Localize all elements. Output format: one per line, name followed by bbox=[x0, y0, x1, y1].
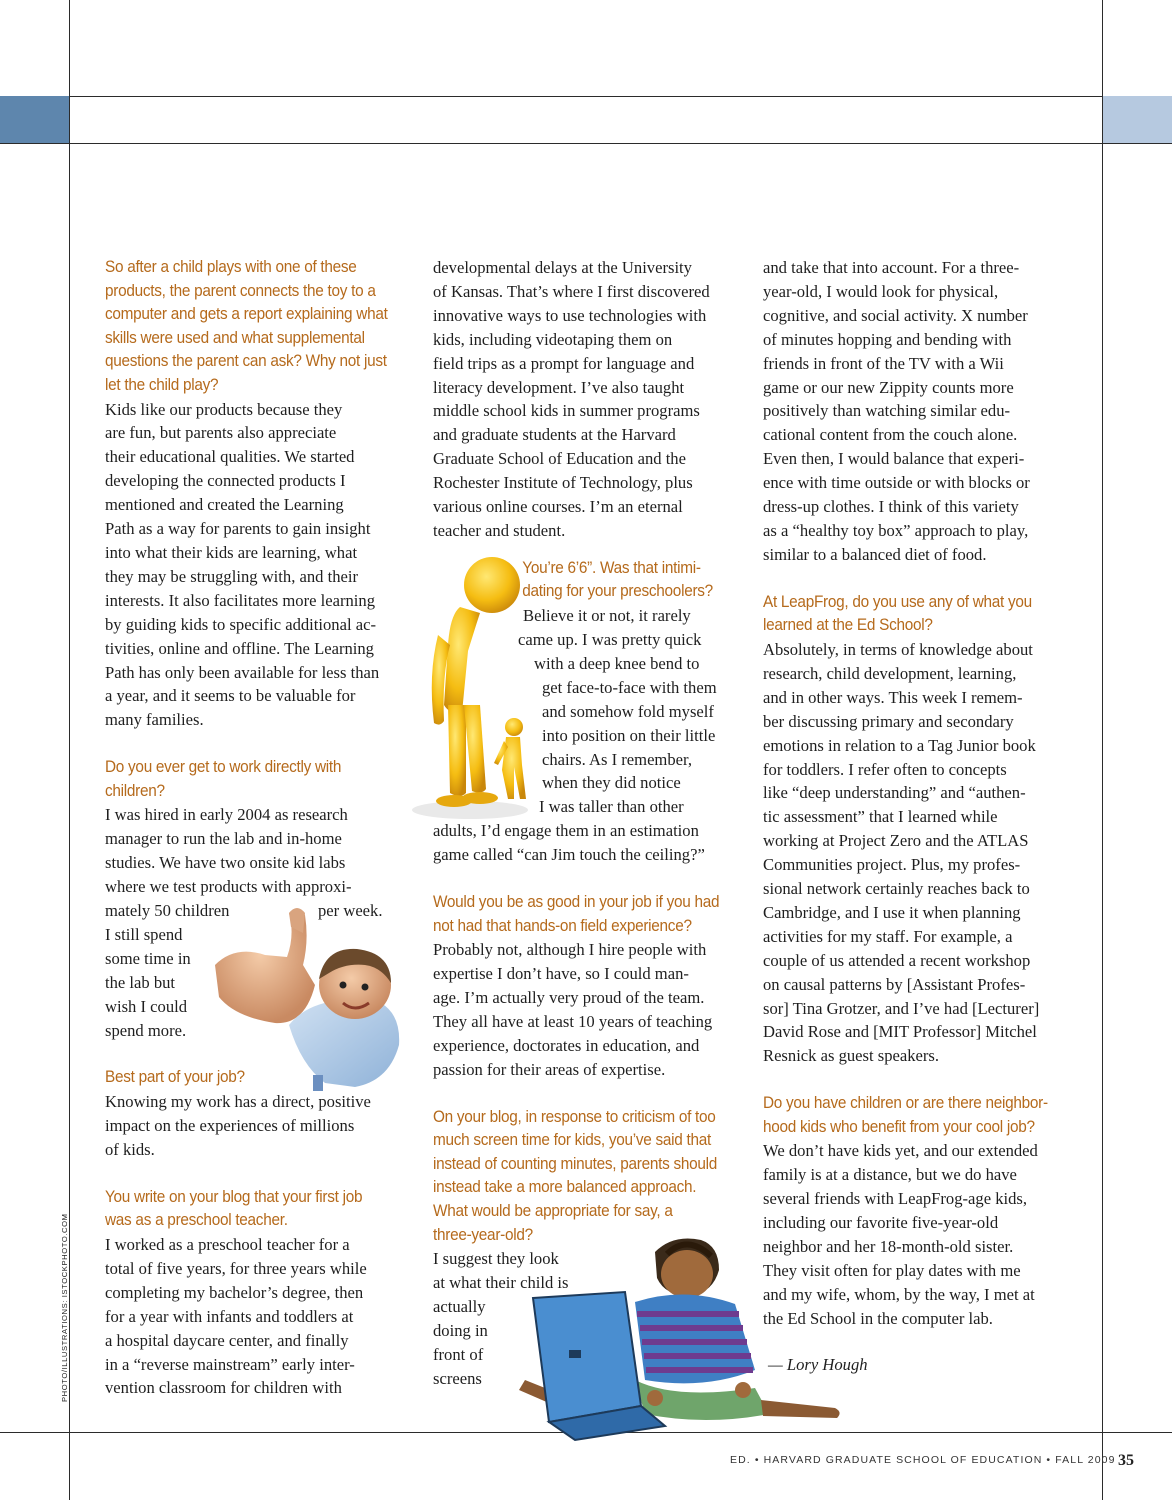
text-line: So after a child plays with one of these bbox=[105, 258, 357, 276]
text-line: expertise I don’t have, so I could man- bbox=[433, 964, 689, 984]
text-line: Do you have children or are there neighbor- bbox=[763, 1094, 1048, 1113]
text-line: chairs. As I remember, bbox=[542, 749, 693, 769]
text-line: tic assessment” that I learned while bbox=[763, 807, 998, 827]
answer-field-experience bbox=[433, 938, 748, 1081]
text-line: much screen time for kids, you’ve said that bbox=[433, 1131, 711, 1150]
tall-figure-illustration bbox=[410, 555, 530, 820]
answer-leapfrog bbox=[763, 638, 1073, 1068]
text-line: instead of counting minutes, parents should bbox=[433, 1154, 718, 1173]
text-line: Probably not, although I hire people with bbox=[433, 940, 707, 960]
question-children bbox=[763, 1092, 1074, 1139]
text-line: game called “can Jim touch the ceiling?” bbox=[433, 845, 705, 865]
text-line: dress-up clothes. I think of this variety bbox=[763, 497, 1019, 517]
text-line: literacy development. I’ve also taught bbox=[433, 377, 685, 397]
answer-2 bbox=[105, 803, 415, 899]
text-line: came up. I was pretty quick bbox=[518, 629, 702, 649]
text-line: including our favorite five-year-old bbox=[763, 1213, 999, 1233]
thumbs-up-boy-photo bbox=[205, 905, 405, 1095]
right-margin-rule bbox=[1102, 0, 1103, 1500]
text-line: Do you ever get to work directly with bbox=[105, 758, 342, 777]
text-line: Graduate School of Education and the bbox=[433, 449, 686, 469]
text-line: doing in bbox=[433, 1320, 488, 1340]
text-line: children? bbox=[105, 781, 165, 800]
text-line: a year, and it seems to be valuable for bbox=[105, 686, 356, 706]
text-line: at what their child is bbox=[433, 1273, 569, 1293]
text-line: dating for your preschoolers? bbox=[522, 582, 713, 601]
text-line: teacher and student. bbox=[433, 520, 566, 540]
answer-height-full bbox=[433, 819, 748, 867]
text-line: game or our new Zippity counts more bbox=[763, 377, 1014, 397]
text-line: with a deep knee bend to bbox=[534, 653, 700, 673]
question-screen-time bbox=[433, 1106, 749, 1248]
text-line: I worked as a preschool teacher for a bbox=[105, 1234, 350, 1254]
text-line: Even then, I would balance that experi- bbox=[763, 449, 1025, 469]
answer-3 bbox=[105, 1090, 415, 1162]
header-rule-bottom bbox=[0, 143, 1172, 144]
text-line: They all have at least 10 years of teaching bbox=[433, 1011, 713, 1031]
text-line: spend more. bbox=[105, 1020, 187, 1040]
text-line: experience, doctorates in education, and bbox=[433, 1035, 700, 1055]
text-line: several friends with LeapFrog-age kids, bbox=[763, 1189, 1028, 1209]
text-line: passion for their areas of expertise. bbox=[433, 1059, 666, 1079]
text-line: and my wife, whom, by the way, I met at bbox=[763, 1284, 1035, 1304]
text-line: developing the connected products I bbox=[105, 471, 346, 491]
text-line: I still spend bbox=[105, 924, 183, 944]
text-line: various online courses. I’m an eternal bbox=[433, 497, 683, 517]
text-line: Kids like our products because they bbox=[105, 399, 343, 419]
text-line: adults, I’d engage them in an estimation bbox=[433, 821, 699, 841]
text-line: some time in bbox=[105, 948, 191, 968]
text-line: total of five years, for three years while bbox=[105, 1258, 367, 1278]
text-line: research, child development, learning, bbox=[763, 663, 1017, 683]
text-line: wish I could bbox=[105, 996, 188, 1016]
text-line: sional network certainly reaches back to bbox=[763, 879, 1030, 899]
kid-laptop-illustration bbox=[505, 1230, 860, 1445]
text-line: questions the parent can ask? Why not just bbox=[105, 352, 387, 371]
photo-credit: PHOTO/ILLUSTRATIONS: ISTOCKPHOTO.COM bbox=[60, 1213, 69, 1402]
text-line: instead take a more balanced approach. bbox=[433, 1178, 697, 1197]
text-line: couple of us attended a recent workshop bbox=[763, 950, 1031, 970]
text-line: by guiding kids to specific additional ac- bbox=[105, 614, 376, 634]
text-line: family is at a distance, but we do have bbox=[763, 1165, 1017, 1185]
header-tab-right bbox=[1103, 96, 1172, 143]
text-line: of Kansas. That’s where I first discovered bbox=[433, 281, 710, 301]
text-line: similar to a balanced diet of food. bbox=[763, 544, 987, 564]
column-3 bbox=[763, 256, 1073, 1375]
text-line: friends in front of the TV with a Wii bbox=[763, 353, 1004, 373]
text-line: I was taller than other bbox=[539, 797, 684, 817]
text-line: They visit often for play dates with me bbox=[763, 1261, 1021, 1280]
text-line: they may be struggling with, and their bbox=[105, 566, 359, 586]
text-line: kids, including videotaping them on bbox=[433, 329, 673, 349]
text-line: cational content from the couch alone. bbox=[763, 425, 1018, 445]
text-line: ence with time outside or with blocks or bbox=[763, 473, 1030, 493]
text-line: Would you be as good in your job if you had bbox=[433, 893, 720, 912]
text-line: was as a preschool teacher. bbox=[105, 1211, 288, 1230]
text-line: positively than watching similar edu- bbox=[763, 401, 1011, 421]
text-line: impact on the experiences of millions bbox=[105, 1115, 355, 1135]
text-line: the lab but bbox=[105, 972, 176, 992]
left-margin-rule bbox=[69, 0, 70, 1500]
header-rule-top bbox=[0, 96, 1172, 97]
answer-1 bbox=[105, 398, 415, 733]
text-line: tivities, online and offline. The Learning bbox=[105, 638, 374, 658]
text-line: of kids. bbox=[105, 1139, 155, 1159]
text-line: What would be appropriate for say, a bbox=[433, 1202, 673, 1221]
column-1 bbox=[105, 256, 415, 1400]
text-line: middle school kids in summer programs bbox=[433, 401, 700, 421]
text-line: vention classroom for children with bbox=[105, 1378, 342, 1398]
text-line: Communities project. Plus, my profes- bbox=[763, 855, 1021, 875]
text-line: Resnick as guest speakers. bbox=[763, 1046, 940, 1066]
text-line: year-old, I would look for physical, bbox=[763, 281, 999, 301]
header-tab-left bbox=[0, 96, 69, 143]
author-signature: — Lory Hough bbox=[768, 1354, 868, 1374]
text-line: into what their kids are learning, what bbox=[105, 543, 358, 562]
answer-continued bbox=[433, 256, 748, 543]
text-line: three-year-old? bbox=[433, 1225, 533, 1244]
question-leapfrog bbox=[763, 591, 1074, 638]
text-line: actually bbox=[433, 1297, 486, 1317]
text-line: skills were used and what supplemental bbox=[105, 328, 365, 347]
text-line: when they did notice bbox=[542, 773, 681, 793]
text-line: ber discussing primary and secondary bbox=[763, 711, 1014, 731]
text-line: activities for my staff. For example, a bbox=[763, 926, 1013, 946]
footer-publication: ED. • HARVARD GRADUATE SCHOOL OF EDUCATION • FALL 2009 bbox=[730, 1454, 1116, 1466]
text-line: neighbor and her 18-month-old sister. bbox=[763, 1237, 1014, 1257]
text-line: completing my bachelor’s degree, then bbox=[105, 1282, 364, 1302]
text-line: sor] Tina Grotzer, and I’ve had [Lecturer] bbox=[763, 998, 1040, 1018]
text-line: Rochester Institute of Technology, plus bbox=[433, 473, 693, 493]
text-line: Path has only been available for less than bbox=[105, 662, 380, 682]
text-line: are fun, but parents also appreciate bbox=[105, 423, 337, 443]
text-line: and take that into account. For a three- bbox=[763, 258, 1020, 277]
text-line: like “deep understanding” and “authen- bbox=[763, 783, 1026, 803]
text-line: Believe it or not, it rarely bbox=[523, 606, 691, 626]
text-line: Path as a way for parents to gain insight bbox=[105, 519, 371, 539]
text-line: studies. We have two onsite kid labs bbox=[105, 853, 346, 873]
text-line: and somehow fold myself bbox=[542, 701, 714, 721]
text-line: Absolutely, in terms of knowledge about bbox=[763, 639, 1033, 659]
text-line: emotions in relation to a Tag Junior book bbox=[763, 735, 1036, 755]
text-line: a hospital daycare center, and finally bbox=[105, 1330, 349, 1350]
text-line: get face-to-face with them bbox=[542, 677, 717, 697]
text-line: on causal patterns by [Assistant Profes- bbox=[763, 974, 1026, 994]
text-line: developmental delays at the University bbox=[433, 258, 692, 277]
text-line: screens bbox=[433, 1368, 482, 1388]
column-2 bbox=[433, 256, 748, 1391]
text-line: and in other ways. This week I remem- bbox=[763, 687, 1023, 707]
text-line: hood kids who benefit from your cool job? bbox=[763, 1117, 1035, 1136]
text-line: where we test products with approxi- bbox=[105, 877, 352, 897]
text-line: working at Project Zero and the ATLAS bbox=[763, 831, 1029, 851]
text-line: let the child play? bbox=[105, 375, 219, 394]
page-number: 35 bbox=[1118, 1452, 1134, 1469]
text-line: into position on their little bbox=[542, 725, 716, 745]
question-1 bbox=[105, 256, 416, 398]
text-line: not had that hands-on field experience? bbox=[433, 916, 692, 935]
text-line: I was hired in early 2004 as research bbox=[105, 805, 348, 825]
text-line: David Rose and [MIT Professor] Mitchel bbox=[763, 1022, 1037, 1042]
text-line: age. I’m actually very proud of the team. bbox=[433, 988, 705, 1008]
text-line: mentioned and created the Learning bbox=[105, 495, 344, 515]
text-line: products, the parent connects the toy to a bbox=[105, 281, 376, 300]
text-line: and graduate students at the Harvard bbox=[433, 425, 676, 445]
text-line: We don’t have kids yet, and our extended bbox=[763, 1141, 1038, 1161]
question-4 bbox=[105, 1186, 416, 1233]
text-line: computer and gets a report explaining what bbox=[105, 305, 388, 324]
text-line: for toddlers. I refer often to concepts bbox=[763, 759, 1007, 779]
text-line: their educational qualities. We started bbox=[105, 447, 355, 467]
text-line: Cambridge, and I use it when planning bbox=[763, 902, 1021, 922]
text-line: interests. It also facilitates more learning bbox=[105, 590, 376, 610]
answer-continued-3 bbox=[763, 256, 1073, 567]
text-line: as a “healthy toy box” approach to play, bbox=[763, 520, 1029, 540]
text-line: Best part of your job? bbox=[105, 1068, 245, 1087]
answer-4 bbox=[105, 1233, 415, 1400]
text-line: You’re 6’6”. Was that intimi- bbox=[522, 558, 701, 577]
question-field-experience bbox=[433, 891, 749, 938]
question-2 bbox=[105, 756, 416, 803]
text-line: front of bbox=[433, 1344, 484, 1364]
text-line: many families. bbox=[105, 710, 204, 730]
text-line: Knowing my work has a direct, positive bbox=[105, 1092, 371, 1112]
text-line: On your blog, in response to criticism of too bbox=[433, 1107, 716, 1126]
text-line: for a year with infants and toddlers at bbox=[105, 1306, 354, 1326]
text-line: the Ed School in the computer lab. bbox=[763, 1308, 993, 1328]
text-line: of minutes hopping and bending with bbox=[763, 329, 1012, 349]
text-line: At LeapFrog, do you use any of what you bbox=[763, 592, 1032, 611]
text-line: innovative ways to use technologies with bbox=[433, 305, 707, 325]
text-line: in a “reverse mainstream” early inter- bbox=[105, 1354, 355, 1374]
text-line: learned at the Ed School? bbox=[763, 616, 933, 635]
answer-2-split-line: mately 50 children per week. bbox=[105, 901, 383, 921]
text-line: cognitive, and social activity. X number bbox=[763, 305, 1028, 325]
text-line: I suggest they look bbox=[433, 1249, 559, 1269]
text-line: manager to run the lab and in-home bbox=[105, 829, 342, 849]
text-line: You write on your blog that your first job bbox=[105, 1187, 363, 1206]
text-line: field trips as a prompt for language and bbox=[433, 353, 695, 373]
